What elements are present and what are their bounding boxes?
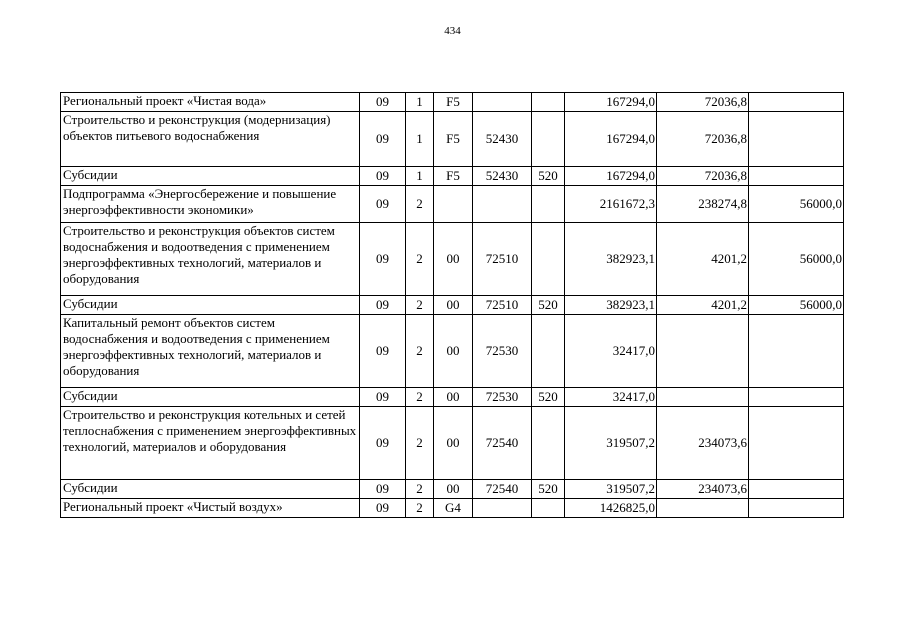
article-code: 72530 [473,315,532,388]
expense-type-code: 520 [532,480,565,499]
project-code: 00 [434,480,473,499]
section-code: 09 [360,480,406,499]
section-code: 09 [360,407,406,480]
project-code: F5 [434,167,473,186]
row-name: Строительство и реконструкция котельных и сетей теплоснабжения с применением энергоэффективных технологий, материалов и оборудования [61,407,360,480]
table-row [61,480,844,499]
table-row [61,296,844,315]
amount-2: 72036,8 [657,93,749,112]
section-code: 09 [360,93,406,112]
expense-type-code: 520 [532,296,565,315]
amount-3 [749,499,844,518]
subprogram-code: 1 [406,112,434,167]
expense-type-code [532,186,565,223]
amount-3 [749,112,844,167]
row-name: Региональный проект «Чистый воздух» [61,499,360,518]
row-name: Подпрограмма «Энергосбережение и повышение энергоэффективности экономики» [61,186,360,223]
project-code: 00 [434,315,473,388]
project-code [434,186,473,223]
amount-2: 238274,8 [657,186,749,223]
amount-3 [749,93,844,112]
expense-type-code [532,223,565,296]
amount-1: 382923,1 [565,296,657,315]
article-code [473,93,532,112]
amount-1: 382923,1 [565,223,657,296]
table-row [61,499,844,518]
project-code: 00 [434,407,473,480]
amount-1: 2161672,3 [565,186,657,223]
amount-2 [657,499,749,518]
project-code: F5 [434,93,473,112]
amount-1: 319507,2 [565,407,657,480]
amount-2: 4201,2 [657,223,749,296]
subprogram-code: 2 [406,223,434,296]
table-row [61,186,844,223]
amount-3 [749,315,844,388]
expense-type-code [532,407,565,480]
table-row [61,315,844,388]
amount-2: 72036,8 [657,112,749,167]
section-code: 09 [360,186,406,223]
amount-3 [749,167,844,186]
table-row [61,407,844,480]
project-code: 00 [434,388,473,407]
budget-table [60,92,844,518]
row-name: Региональный проект «Чистая вода» [61,93,360,112]
subprogram-code: 2 [406,388,434,407]
amount-2: 234073,6 [657,480,749,499]
section-code: 09 [360,499,406,518]
project-code: 00 [434,296,473,315]
row-name: Субсидии [61,167,360,186]
amount-2 [657,388,749,407]
section-code: 09 [360,388,406,407]
article-code [473,499,532,518]
subprogram-code: 2 [406,186,434,223]
amount-1: 32417,0 [565,388,657,407]
subprogram-code: 1 [406,93,434,112]
article-code: 52430 [473,167,532,186]
row-name: Капитальный ремонт объектов систем водоснабжения и водоотведения с применением энергоэффективных технологий, материалов и оборудования [61,315,360,388]
amount-3: 56000,0 [749,296,844,315]
expense-type-code [532,93,565,112]
table-row [61,167,844,186]
table-row [61,112,844,167]
row-name: Строительство и реконструкция объектов систем водоснабжения и водоотведения с применением энергоэффективных технологий, материалов и оборудования [61,223,360,296]
amount-1: 1426825,0 [565,499,657,518]
page-number: 434 [444,25,461,37]
amount-2: 4201,2 [657,296,749,315]
expense-type-code [532,112,565,167]
amount-1: 32417,0 [565,315,657,388]
table-row [61,93,844,112]
amount-3: 56000,0 [749,223,844,296]
row-name: Строительство и реконструкция (модернизация) объектов питьевого водоснабжения [61,112,360,167]
amount-3 [749,388,844,407]
project-code: 00 [434,223,473,296]
article-code: 72530 [473,388,532,407]
amount-3 [749,480,844,499]
amount-2: 234073,6 [657,407,749,480]
row-name: Субсидии [61,296,360,315]
section-code: 09 [360,223,406,296]
amount-3 [749,407,844,480]
subprogram-code: 2 [406,499,434,518]
expense-type-code [532,499,565,518]
article-code [473,186,532,223]
subprogram-code: 2 [406,296,434,315]
amount-3: 56000,0 [749,186,844,223]
expense-type-code [532,315,565,388]
table-row [61,223,844,296]
table-row [61,388,844,407]
section-code: 09 [360,112,406,167]
row-name: Субсидии [61,388,360,407]
section-code: 09 [360,315,406,388]
expense-type-code: 520 [532,388,565,407]
amount-1: 167294,0 [565,167,657,186]
article-code: 52430 [473,112,532,167]
subprogram-code: 1 [406,167,434,186]
amount-2: 72036,8 [657,167,749,186]
subprogram-code: 2 [406,407,434,480]
project-code: F5 [434,112,473,167]
article-code: 72510 [473,223,532,296]
row-name: Субсидии [61,480,360,499]
project-code: G4 [434,499,473,518]
subprogram-code: 2 [406,480,434,499]
amount-1: 167294,0 [565,93,657,112]
article-code: 72510 [473,296,532,315]
section-code: 09 [360,167,406,186]
amount-1: 167294,0 [565,112,657,167]
expense-type-code: 520 [532,167,565,186]
article-code: 72540 [473,407,532,480]
amount-2 [657,315,749,388]
section-code: 09 [360,296,406,315]
article-code: 72540 [473,480,532,499]
subprogram-code: 2 [406,315,434,388]
amount-1: 319507,2 [565,480,657,499]
